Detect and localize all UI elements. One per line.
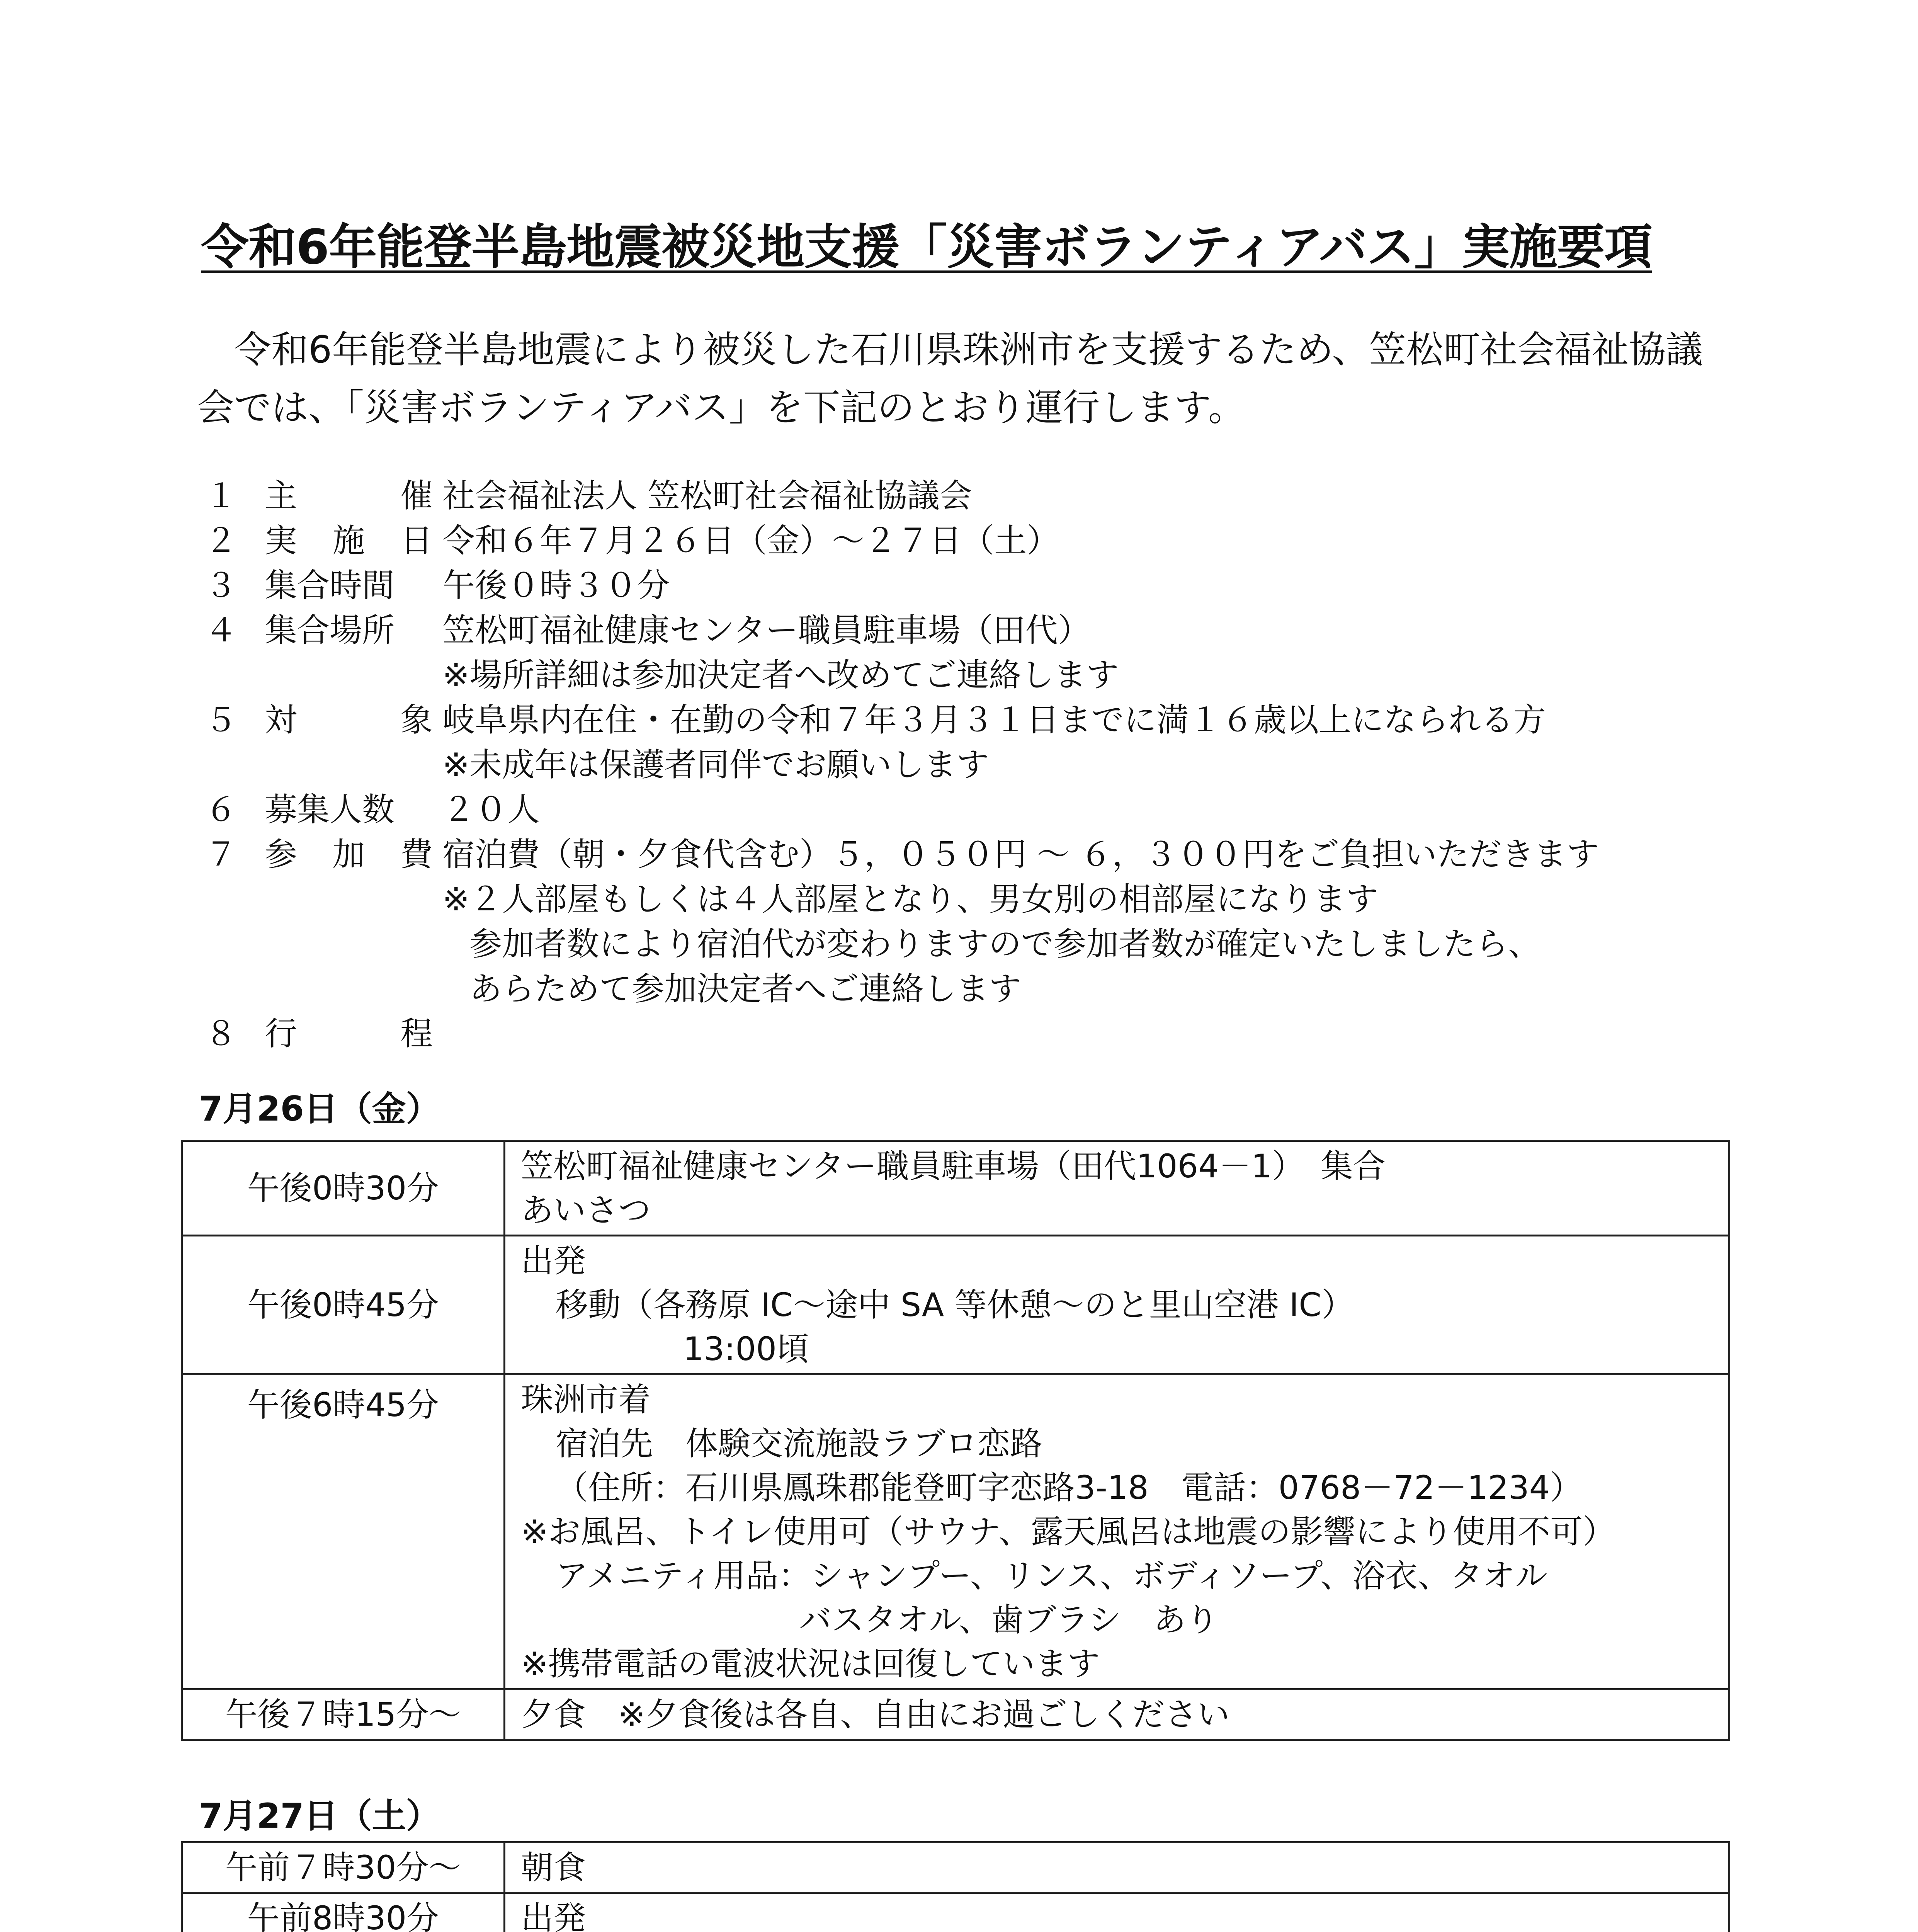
item-value: 岐阜県内在住・在勤の令和７年３月３１日までに満１６歳以上になられる方: [442, 701, 1546, 739]
item-eligibility: [205, 697, 1789, 787]
item-meeting-time: [205, 563, 1789, 608]
label-text: 集合時間: [265, 566, 395, 604]
item-value-block: [442, 832, 1789, 1011]
document-title: 令和6年能登半島地震被災地支援「災害ボランティアバス」実施要項: [201, 219, 1652, 275]
table-row: [182, 1374, 1729, 1689]
table-row: [182, 1141, 1729, 1236]
item-value: 宿泊費（朝・夕食代含む）５，０５０円 ～ ６，３００円をご負担いただきます: [442, 835, 1599, 873]
item-value: 令和６年７月２６日（金）～２７日（土）: [442, 522, 1059, 560]
item-value-block: [442, 697, 1789, 787]
item-note: ※未成年は保護者同伴でお願いします: [442, 746, 989, 784]
label-char: 催: [400, 477, 433, 515]
item-value: [442, 1011, 1789, 1056]
label-char: 参: [265, 835, 298, 873]
item-fee: [205, 832, 1789, 1011]
description-line: 笠松町福祉健康センター職員駐車場（田代1064－1） 集合: [521, 1147, 1386, 1185]
item-meeting-place: [205, 608, 1789, 697]
description-line: 出発: [521, 1899, 586, 1932]
day2-heading: 7月27日（土）: [199, 1796, 440, 1836]
intro-paragraph: [197, 321, 1758, 437]
item-number: １: [205, 477, 238, 515]
item-number: ２: [205, 522, 238, 560]
description-line: あいさつ: [521, 1191, 651, 1229]
description-cell: [505, 1893, 1729, 1932]
item-note: あらためて参加決定者へご連絡します: [469, 970, 1022, 1008]
item-number: ４: [205, 611, 238, 649]
item-label: [265, 608, 442, 697]
description-line: 移動（各務原 IC～途中 SA 等休憩～のと里山空港 IC）: [556, 1286, 1354, 1324]
label-char: 日: [400, 522, 433, 560]
label-char: 主: [265, 477, 298, 515]
item-label: [265, 518, 442, 563]
description-line: 13:00頃: [683, 1330, 809, 1368]
item-number: ６: [205, 791, 238, 828]
description-line: アメニティ用品：シャンプー、リンス、ボディソープ、浴衣、タオル: [556, 1557, 1548, 1595]
outline-items: [205, 473, 1789, 1056]
description-cell: [505, 1236, 1729, 1374]
item-label: [265, 832, 442, 1011]
item-capacity: [205, 787, 1789, 832]
item-itinerary: [205, 1011, 1789, 1056]
time-cell: 午後0時30分: [182, 1141, 505, 1236]
description-line: 夕食 ※夕食後は各自、自由にお過ごしください: [521, 1696, 1230, 1733]
time-cell: 午後6時45分: [182, 1374, 505, 1689]
item-value: 笠松町福祉健康センター職員駐車場（田代）: [442, 611, 1090, 649]
description-cell: [505, 1141, 1729, 1236]
item-label: [265, 1011, 442, 1056]
item-number: ８: [205, 1015, 238, 1053]
item-number: ５: [205, 701, 238, 739]
item-note: 参加者数により宿泊代が変わりますので参加者数が確定いたしましたら、: [469, 925, 1541, 963]
description-cell: [505, 1689, 1729, 1740]
description-line: 宿泊先 体験交流施設ラブロ恋路: [556, 1425, 1043, 1463]
description-line: 出発: [521, 1242, 586, 1280]
item-date: [205, 518, 1789, 563]
table-row: [182, 1893, 1729, 1932]
item-note: ※２人部屋もしくは４人部屋となり、男女別の相部屋になります: [442, 880, 1379, 918]
table-row: [182, 1236, 1729, 1374]
item-organizer: [205, 473, 1789, 518]
item-number: ７: [205, 835, 238, 873]
label-char: 費: [400, 835, 433, 873]
day2-schedule-table: [181, 1841, 1730, 1932]
label-text: 募集人数: [265, 791, 395, 828]
time-cell: 午前７時30分～: [182, 1842, 505, 1893]
table-row: [182, 1842, 1729, 1893]
time-cell: 午後７時15分～: [182, 1689, 505, 1740]
label-char: 施: [332, 522, 365, 560]
item-label: [265, 473, 442, 518]
label-text: 集合場所: [265, 611, 395, 649]
item-value: ２０人: [442, 791, 540, 828]
time-cell: 午前8時30分: [182, 1893, 505, 1932]
item-label: [265, 787, 442, 832]
label-char: 実: [265, 522, 298, 560]
description-line: ※携帯電話の電波状況は回復しています: [521, 1645, 1100, 1683]
label-char: 程: [400, 1015, 433, 1053]
intro-line: 令和6年能登半島地震により被災した石川県珠洲市を支援するため、笠松町社会福祉協議: [197, 328, 1703, 371]
item-number: ３: [205, 566, 238, 604]
description-line: 朝食: [521, 1849, 586, 1886]
item-note: ※場所詳細は参加決定者へ改めてご連絡します: [442, 656, 1119, 694]
description-line: バスタオル、歯ブラシ あり: [799, 1601, 1219, 1639]
description-cell: [505, 1374, 1729, 1689]
day1-heading: 7月26日（金）: [199, 1089, 440, 1129]
item-value: 社会福祉法人 笠松町社会福祉協議会: [442, 477, 972, 515]
label-char: 対: [265, 701, 298, 739]
table-row: [182, 1689, 1729, 1740]
intro-line: 会では、「災害ボランティアバス」を下記のとおり運行します。: [197, 386, 1245, 429]
item-label: [265, 697, 442, 787]
item-value: 午後０時３０分: [442, 566, 670, 604]
label-char: 象: [400, 701, 433, 739]
item-value-block: [442, 608, 1789, 697]
item-label: [265, 563, 442, 608]
description-line: 珠洲市着: [521, 1381, 651, 1418]
label-char: 行: [265, 1015, 298, 1053]
description-line: ※お風呂、トイレ使用可（サウナ、露天風呂は地震の影響により使用不可）: [521, 1513, 1615, 1551]
time-cell: 午後0時45分: [182, 1236, 505, 1374]
label-char: 加: [332, 835, 365, 873]
description-line: （住所：石川県鳳珠郡能登町字恋路3-18 電話：0768－72－1234）: [556, 1469, 1583, 1507]
day1-schedule-table: [181, 1140, 1730, 1741]
description-cell: [505, 1842, 1729, 1893]
